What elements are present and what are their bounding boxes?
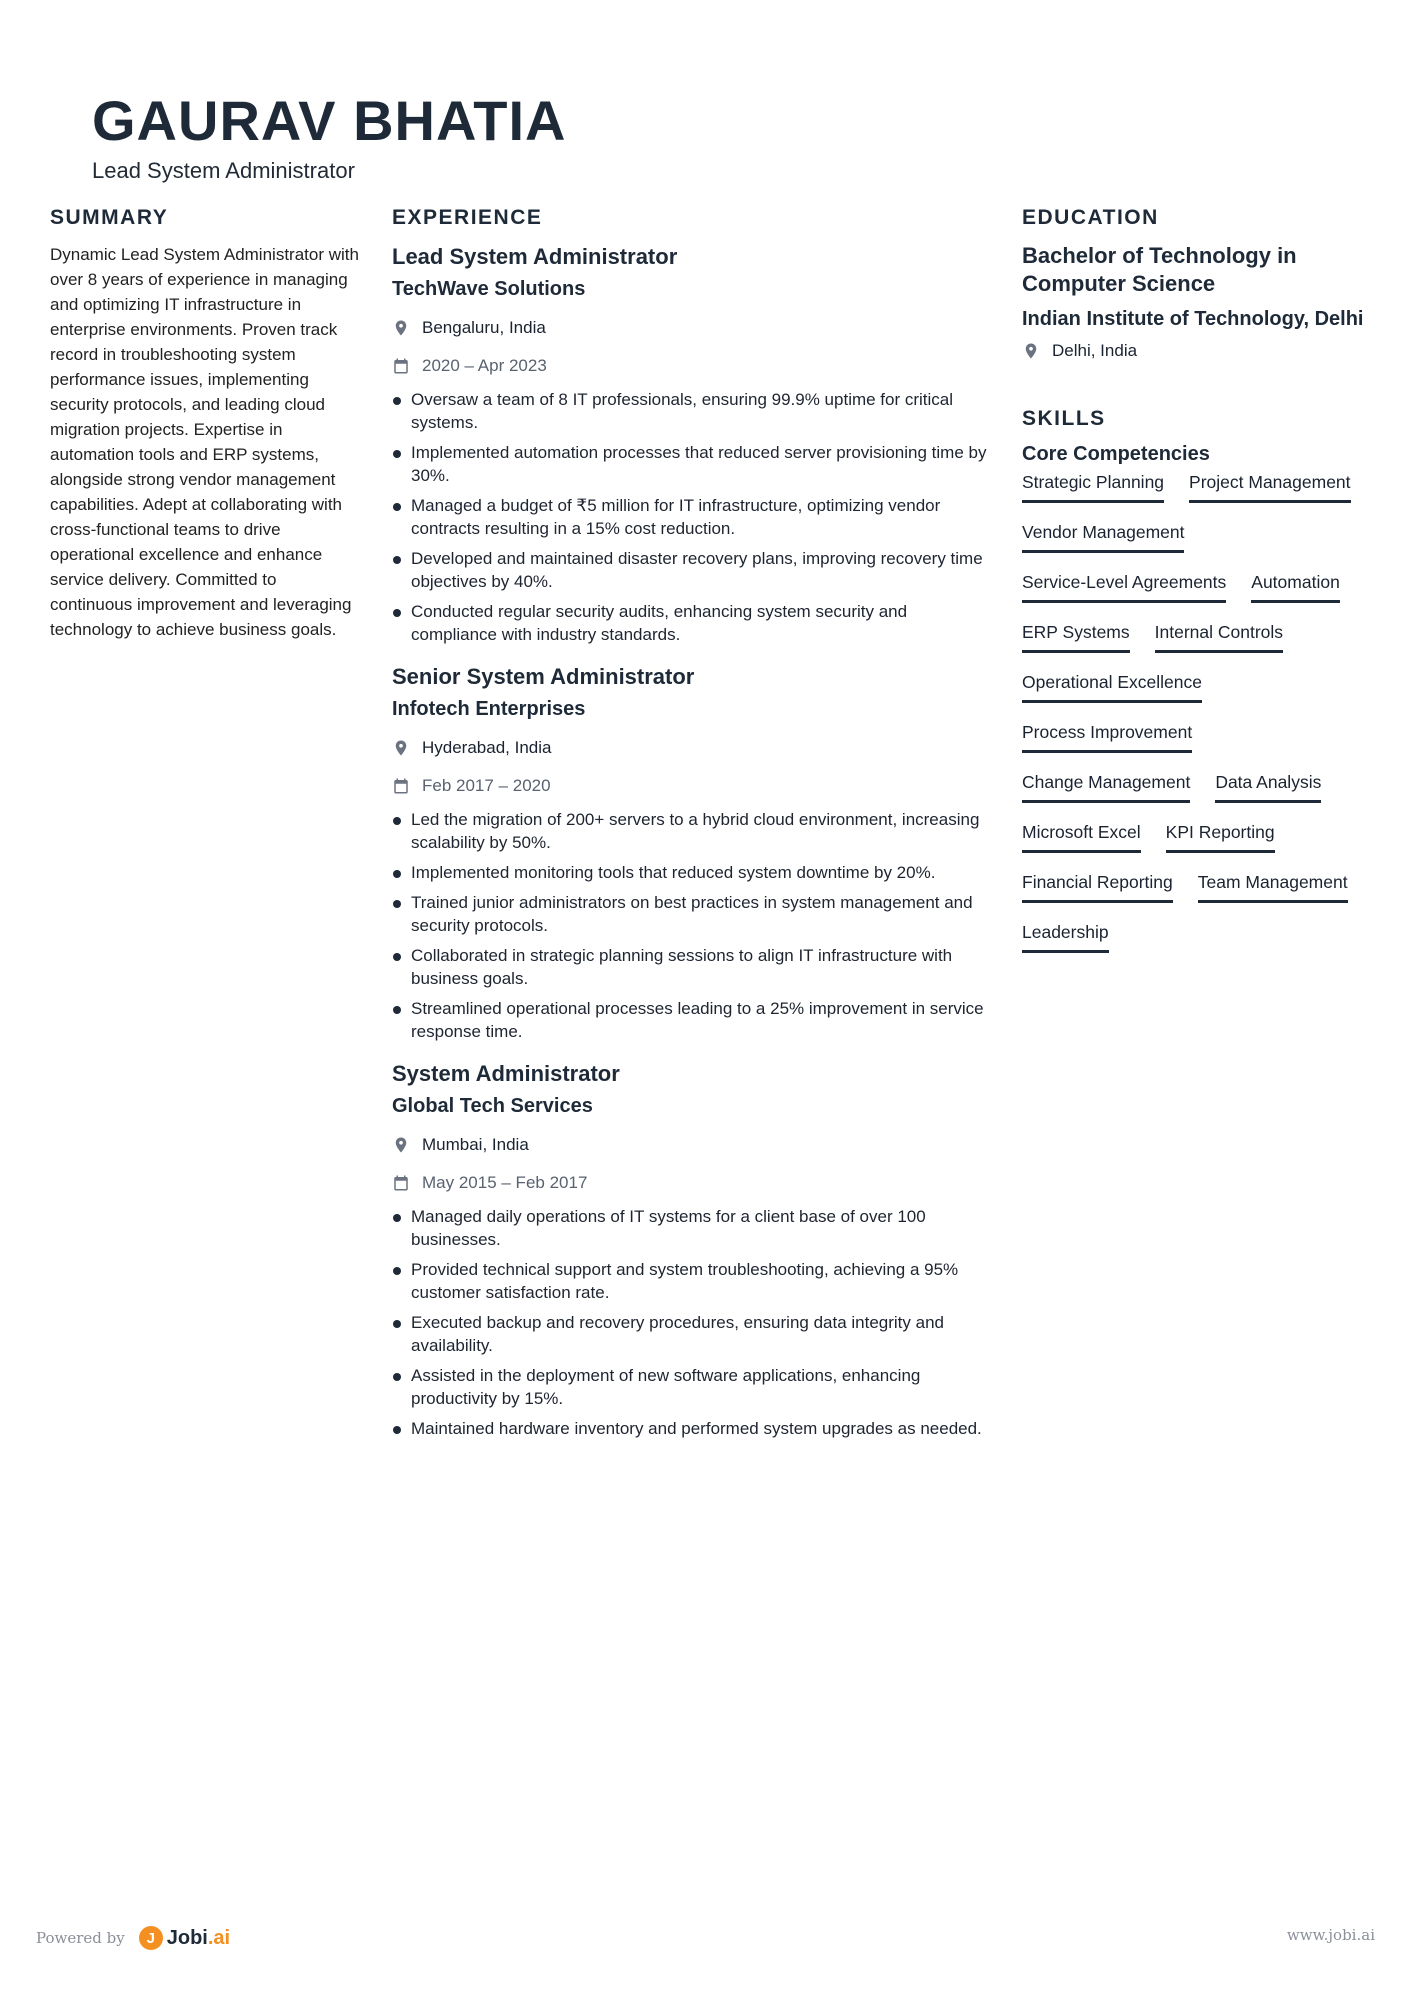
job-bullets [392, 1205, 992, 1440]
job-title: Senior System Administrator [392, 664, 695, 689]
skill-tag: Project Management [1189, 470, 1350, 503]
dates-text: Feb 2017 – 2020 [422, 776, 551, 795]
location-text: Bengaluru, India [422, 318, 546, 337]
powered-by [36, 1926, 230, 1950]
powered-by-text: Powered by [36, 1929, 125, 1947]
skill-tag: Data Analysis [1215, 770, 1321, 803]
list-item: Developed and maintained disaster recovery plans, improving recovery time objectives by 40%. [392, 547, 992, 593]
list-item: Oversaw a team of 8 IT professionals, ensuring 99.9% uptime for critical systems. [392, 388, 992, 434]
job-title: System Administrator [392, 1061, 620, 1086]
company-name: Global Tech Services [392, 1095, 593, 1117]
list-item: Maintained hardware inventory and performed system upgrades as needed. [392, 1417, 992, 1440]
resume-header [92, 90, 566, 184]
job-bullets [392, 808, 992, 1043]
logo-suffix: .ai [207, 1926, 231, 1949]
map-pin-icon [1022, 342, 1040, 360]
skills-list [1022, 470, 1382, 953]
skill-tag: KPI Reporting [1166, 820, 1275, 853]
job-entry [392, 242, 992, 646]
company-name: TechWave Solutions [392, 278, 586, 300]
summary-text: Dynamic Lead System Administrator with over 8 years of experience in managing and optimizing IT infrastructure in enterprise environments. Proven track record in troubleshooting system performance issues, implementing security protocols, and leading cloud migration projects. Expertise in automation tools and ERP systems, alongside strong vendor management capabilities. Adept at collaborating with cross-functional teams to drive operational excellence and enhance service delivery. Committed to continuous improvement and leveraging technology to achieve business goals. [50, 245, 359, 639]
job-dates [392, 354, 992, 378]
calendar-icon [392, 1174, 410, 1192]
summary-column [50, 206, 362, 642]
skill-tag: ERP Systems [1022, 620, 1130, 653]
job-dates [392, 1171, 992, 1195]
experience-column [392, 206, 992, 1456]
skill-tag: Operational Excellence [1022, 670, 1202, 703]
jobi-logo-text [167, 1927, 230, 1950]
list-item: Executed backup and recovery procedures, ensuring data integrity and availability. [392, 1311, 992, 1357]
skill-tag: Change Management [1022, 770, 1190, 803]
list-item: Streamlined operational processes leading to a 25% improvement in service response time. [392, 997, 992, 1043]
calendar-icon [392, 777, 410, 795]
right-column [1022, 206, 1382, 953]
list-item: Led the migration of 200+ servers to a hybrid cloud environment, increasing scalability by 50%. [392, 808, 992, 854]
candidate-title: Lead System Administrator [92, 158, 355, 183]
skill-tag: Team Management [1198, 870, 1348, 903]
skill-tag: Service-Level Agreements [1022, 570, 1226, 603]
list-item: Provided technical support and system troubleshooting, achieving a 95% customer satisfaction rate. [392, 1258, 992, 1304]
skill-tag: Automation [1251, 570, 1340, 603]
job-location [392, 316, 992, 340]
list-item: Managed daily operations of IT systems for a client base of over 100 businesses. [392, 1205, 992, 1251]
skill-tag: Vendor Management [1022, 520, 1184, 553]
skill-tag: Process Improvement [1022, 720, 1192, 753]
list-item: Collaborated in strategic planning sessions to align IT infrastructure with business goals. [392, 944, 992, 990]
job-location [392, 736, 992, 760]
location-text: Mumbai, India [422, 1135, 529, 1154]
list-item: Trained junior administrators on best practices in system management and security protocols. [392, 891, 992, 937]
education-location [1022, 341, 1382, 361]
job-entry [392, 1059, 992, 1440]
job-bullets [392, 388, 992, 646]
skill-tag: Leadership [1022, 920, 1109, 953]
map-pin-icon [392, 1136, 410, 1154]
dates-text: May 2015 – Feb 2017 [422, 1173, 588, 1192]
location-text: Hyderabad, India [422, 738, 552, 757]
list-item: Conducted regular security audits, enhancing system security and compliance with industry standards. [392, 600, 992, 646]
candidate-name: GAURAV BHATIA [92, 89, 567, 152]
dates-text: 2020 – Apr 2023 [422, 356, 547, 375]
education-school: Indian Institute of Technology, Delhi [1022, 308, 1364, 330]
education-heading: EDUCATION [1022, 206, 1159, 229]
location-text: Delhi, India [1052, 341, 1138, 360]
list-item: Managed a budget of ₹5 million for IT infrastructure, optimizing vendor contracts resulting in a 15% cost reduction. [392, 494, 992, 540]
education-degree: Bachelor of Technology in Computer Science [1022, 243, 1297, 296]
experience-heading: EXPERIENCE [392, 206, 543, 229]
map-pin-icon [392, 739, 410, 757]
skill-tag: Internal Controls [1155, 620, 1283, 653]
logo-name: Jobi [166, 1926, 208, 1949]
skill-tag: Microsoft Excel [1022, 820, 1141, 853]
list-item: Implemented automation processes that reduced server provisioning time by 30%. [392, 441, 992, 487]
job-dates [392, 774, 992, 798]
skills-section [1022, 407, 1382, 953]
website-link[interactable]: www.jobi.ai [1286, 1926, 1375, 1944]
calendar-icon [392, 357, 410, 375]
jobi-logo-icon: J [139, 1926, 163, 1950]
summary-heading: SUMMARY [50, 206, 169, 229]
job-entry [392, 662, 992, 1043]
job-location [392, 1133, 992, 1157]
skills-heading: SKILLS [1022, 407, 1106, 430]
map-pin-icon [392, 319, 410, 337]
company-name: Infotech Enterprises [392, 698, 586, 720]
jobi-logo[interactable] [139, 1926, 230, 1950]
skills-group-title: Core Competencies [1022, 443, 1210, 465]
job-title: Lead System Administrator [392, 244, 678, 269]
list-item: Implemented monitoring tools that reduced system downtime by 20%. [392, 861, 992, 884]
skill-tag: Financial Reporting [1022, 870, 1173, 903]
skill-tag: Strategic Planning [1022, 470, 1164, 503]
list-item: Assisted in the deployment of new software applications, enhancing productivity by 15%. [392, 1364, 992, 1410]
